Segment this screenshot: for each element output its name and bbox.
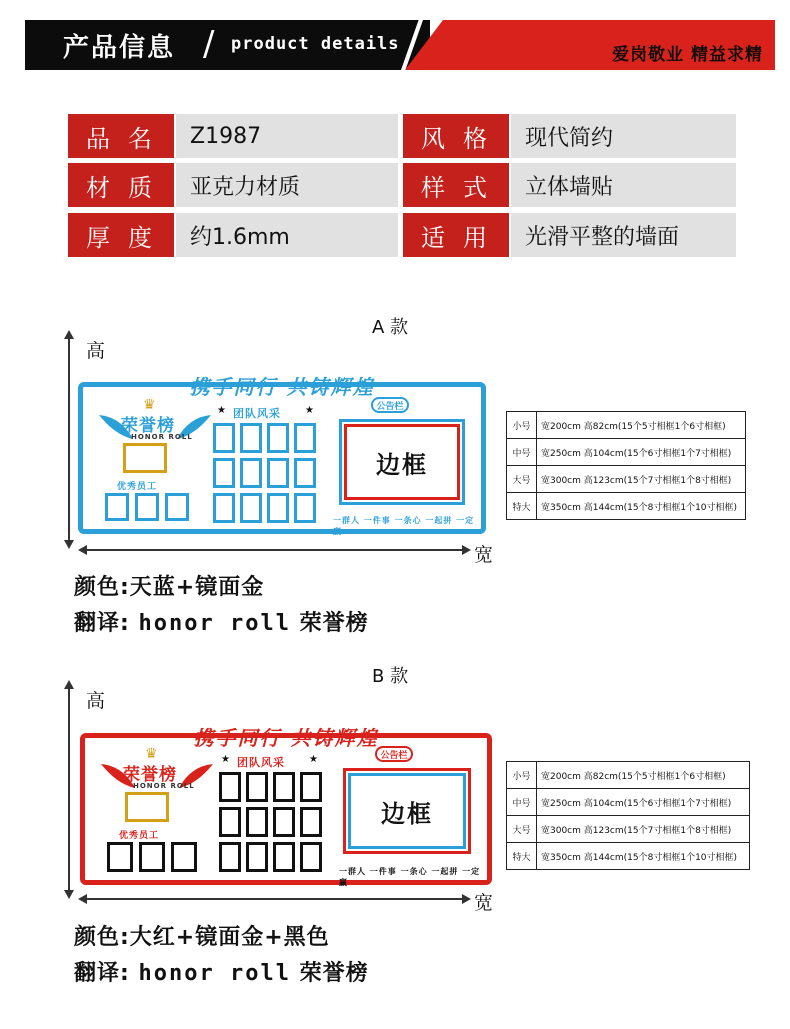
translation-prefix: 翻译:: [74, 961, 130, 986]
team-photo-frame: [267, 493, 289, 523]
header-slogan: 爱岗敬业 精益求精: [612, 45, 763, 65]
team-photo-frame: [300, 807, 322, 837]
frame-label: 边框: [376, 450, 428, 479]
team-photo-frame: [300, 842, 322, 872]
size-row: [507, 789, 750, 816]
honor-subtitle: HONOR ROLL: [131, 433, 193, 441]
size-row: [507, 843, 750, 870]
width-axis: [86, 549, 464, 551]
size-table-a: [506, 411, 746, 520]
spec-value-suitable: 光滑平整的墙面: [511, 213, 736, 257]
display-frame-outer: [343, 768, 471, 854]
display-frame-inner: [344, 424, 460, 500]
crown-icon: ♛: [145, 746, 158, 762]
spec-label-type: 样式: [403, 163, 509, 207]
width-axis: [86, 898, 464, 900]
size-spec: 宽250cm 高104cm(15个6寸相框1个7寸相框): [537, 439, 746, 466]
team-tag: 团队风采: [233, 407, 281, 420]
honor-board-b: [80, 726, 492, 887]
size-row: [507, 466, 746, 493]
team-photo-frame: [273, 807, 295, 837]
spec-value-name: Z1987: [176, 114, 398, 158]
size-name: 小号: [507, 412, 537, 439]
size-spec: 宽300cm 高123cm(15个7寸相框1个8寸相框): [537, 816, 750, 843]
size-row: [507, 816, 750, 843]
photo-frame: [107, 842, 133, 872]
notice-badge: 公告栏: [375, 746, 413, 762]
team-photo-frame: [240, 493, 262, 523]
spec-value-thickness: 约1.6mm: [176, 213, 398, 257]
size-name: 中号: [507, 789, 537, 816]
board-motto: 一群人 一件事 一条心 一起拼 一定赢: [339, 867, 481, 887]
translation-english: honor roll: [138, 611, 291, 636]
staff-tag: 优秀员工: [117, 482, 158, 492]
spec-label-style: 风格: [403, 114, 509, 158]
height-label: 高: [86, 690, 106, 712]
height-axis: [68, 338, 70, 543]
photo-frame: [171, 842, 197, 872]
photo-frame: [135, 493, 159, 521]
translation-chinese: 荣誉榜: [299, 961, 369, 986]
size-name: 小号: [507, 762, 537, 789]
variant-b-title: B 款: [372, 666, 409, 687]
spec-label-suitable: 适用: [403, 213, 509, 257]
board-banner: 携手同行 共铸辉煌: [193, 726, 379, 750]
crown-icon: ♛: [143, 397, 156, 413]
team-photo-frame: [273, 772, 295, 802]
height-arrow-down-icon: [64, 540, 74, 549]
team-photo-frame: [273, 842, 295, 872]
spec-value-type: 立体墙贴: [511, 163, 736, 207]
color-description-a: 颜色:天蓝+镜面金: [74, 575, 265, 600]
height-label: 高: [86, 340, 106, 362]
size-spec: 宽200cm 高82cm(15个5寸相框1个6寸相框): [537, 412, 746, 439]
star-icon: ★: [305, 405, 314, 416]
size-name: 中号: [507, 439, 537, 466]
display-frame-inner: [348, 773, 466, 849]
photo-frame-main: [123, 443, 167, 473]
team-photo-frame: [294, 423, 316, 453]
translation-a: [74, 606, 369, 637]
honor-subtitle: HONOR ROLL: [133, 782, 195, 790]
team-photo-frame: [240, 423, 262, 453]
photo-frame: [105, 493, 129, 521]
staff-tag: 优秀员工: [119, 831, 160, 841]
size-name: 特大: [507, 493, 537, 520]
translation-b: [74, 956, 369, 987]
team-photo-frame: [246, 842, 268, 872]
board-banner: 携手同行 共铸辉煌: [189, 375, 375, 399]
team-tag: 团队风采: [237, 756, 285, 769]
size-row: [507, 439, 746, 466]
team-photo-frame: [213, 493, 235, 523]
width-arrow-right-icon: [462, 545, 471, 555]
star-icon: ★: [221, 754, 230, 765]
width-label: 宽: [474, 892, 494, 914]
spec-label-material: 材质: [68, 163, 174, 207]
size-name: 大号: [507, 466, 537, 493]
size-spec: 宽350cm 高144cm(15个8寸相框1个10寸相框): [537, 843, 750, 870]
team-photo-frame: [213, 423, 235, 453]
team-photo-frame: [219, 842, 241, 872]
team-photo-frame: [240, 458, 262, 488]
translation-chinese: 荣誉榜: [299, 611, 369, 636]
translation-prefix: 翻译:: [74, 611, 130, 636]
honor-board-a: [78, 375, 486, 536]
height-axis: [68, 688, 70, 893]
spec-label-name: 品名: [68, 114, 174, 158]
spec-value-style: 现代简约: [511, 114, 736, 158]
size-row: [507, 412, 746, 439]
honor-title: 荣誉榜: [123, 765, 177, 785]
translation-english: honor roll: [138, 961, 291, 986]
spec-value-material: 亚克力材质: [176, 163, 398, 207]
team-photo-frame: [246, 807, 268, 837]
team-photo-frame: [267, 458, 289, 488]
size-name: 特大: [507, 843, 537, 870]
height-arrow-down-icon: [64, 890, 74, 899]
size-spec: 宽200cm 高82cm(15个5寸相框1个6寸相框): [537, 762, 750, 789]
color-description-b: 颜色:大红+镜面金+黑色: [74, 925, 330, 950]
frame-label: 边框: [381, 799, 433, 828]
spec-label-thickness: 厚度: [68, 213, 174, 257]
team-photo-frame: [219, 772, 241, 802]
variant-a-title: A 款: [372, 317, 409, 338]
header-subtitle: product details: [231, 34, 400, 54]
star-icon: ★: [217, 405, 226, 416]
size-table-b: [506, 761, 750, 870]
header-banner: [25, 20, 775, 70]
size-spec: 宽300cm 高123cm(15个7寸相框1个8寸相框): [537, 466, 746, 493]
size-row: [507, 762, 750, 789]
photo-frame: [139, 842, 165, 872]
notice-badge: 公告栏: [371, 397, 409, 413]
star-icon: ★: [309, 754, 318, 765]
photo-frame-main: [125, 792, 169, 822]
size-spec: 宽250cm 高104cm(15个6寸相框1个7寸相框): [537, 789, 750, 816]
team-photo-frame: [219, 807, 241, 837]
header-title: 产品信息: [63, 33, 176, 63]
width-label: 宽: [474, 544, 494, 566]
size-row: [507, 493, 746, 520]
header-slash: /: [203, 24, 215, 64]
photo-frame: [165, 493, 189, 521]
size-name: 大号: [507, 816, 537, 843]
team-photo-frame: [213, 458, 235, 488]
team-photo-frame: [294, 458, 316, 488]
board-motto: 一群人 一件事 一条心 一起拼 一定赢: [333, 516, 475, 536]
team-photo-frame: [267, 423, 289, 453]
honor-title: 荣誉榜: [121, 416, 175, 436]
display-frame-outer: [339, 419, 465, 505]
team-photo-frame: [294, 493, 316, 523]
team-photo-frame: [246, 772, 268, 802]
team-photo-frame: [300, 772, 322, 802]
size-spec: 宽350cm 高144cm(15个8寸相框1个10寸相框): [537, 493, 746, 520]
width-arrow-right-icon: [462, 894, 471, 904]
